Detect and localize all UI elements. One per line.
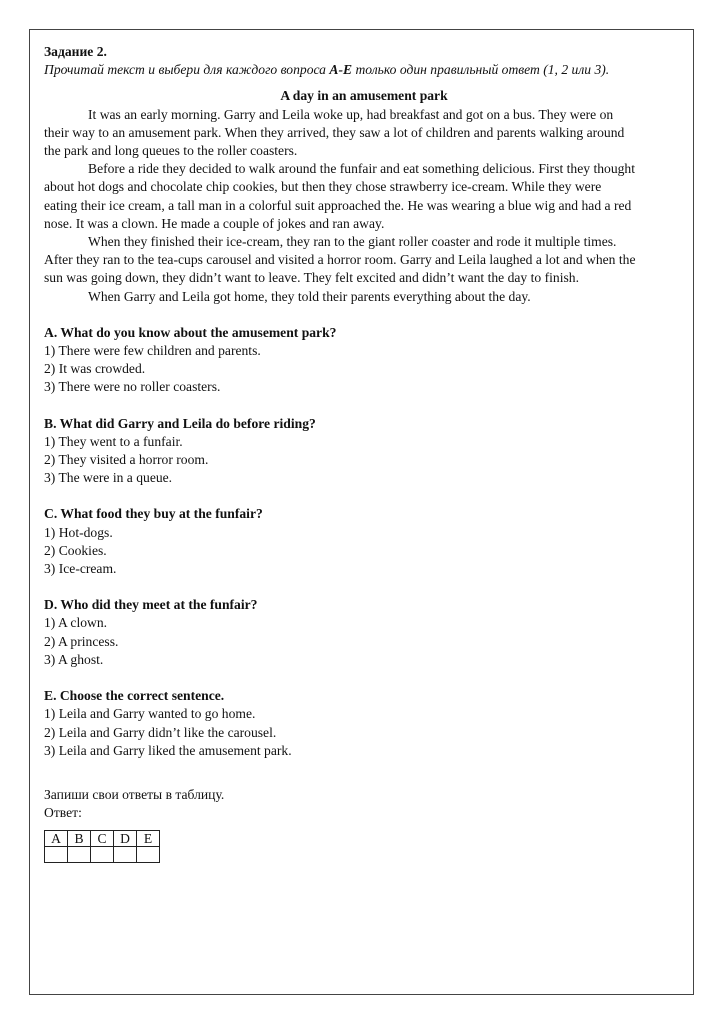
option: 2) Leila and Garry didn’t like the carousel.	[44, 724, 277, 740]
text-line: Before a ride they decided to walk around the funfair and eat something delicious. First they thought	[88, 161, 635, 177]
text-line: eating their ice cream, a tall man in a colorful suit approached the. He was wearing a blue wig and had a red	[44, 197, 632, 213]
text-line: the park and long queues to the roller coasters.	[44, 143, 298, 159]
answer-table-header-row	[45, 831, 160, 847]
option: 1) A clown.	[44, 615, 108, 631]
answer-header-a: A	[45, 831, 68, 847]
text-line: sun was going down, they didn’t want to leave. They felt excited and didn’t want the day to finish.	[44, 270, 579, 286]
question-e: E. Choose the correct sentence.	[44, 688, 225, 704]
answer-header-c: C	[91, 831, 114, 847]
answer-header-d: D	[114, 831, 137, 847]
instruction-pre: Прочитай текст и выбери для каждого вопроса	[44, 62, 330, 78]
option: 3) There were no roller coasters.	[44, 379, 221, 395]
option: 2) They visited a horror room.	[44, 452, 209, 468]
text-line: their way to an amusement park. When they arrived, they saw a lot of children and parents walking around	[44, 124, 625, 140]
text-line: When Garry and Leila got home, they told their parents everything about the day.	[88, 288, 531, 304]
answer-header-b: B	[68, 831, 91, 847]
answer-table	[44, 830, 160, 863]
text-line: When they finished their ice-cream, they ran to the giant roller coaster and rode it multiple times.	[88, 234, 617, 250]
option: 1) There were few children and parents.	[44, 343, 261, 359]
answer-cell-c[interactable]	[91, 847, 114, 863]
option: 3) Ice-cream.	[44, 561, 117, 577]
task-title: Задание 2.	[44, 44, 107, 59]
answer-label: Ответ:	[44, 805, 82, 821]
text-line: about hot dogs and chocolate chip cookies, but then they chose strawberry ice-cream. While they were	[44, 179, 602, 195]
question-c: C. What food they buy at the funfair?	[44, 506, 263, 522]
question-a: A. What do you know about the amusement park?	[44, 324, 337, 340]
text-line: It was an early morning. Garry and Leila woke up, had breakfast and got on a bus. They were on	[88, 106, 614, 122]
instruction-bold: A-E	[329, 62, 353, 78]
worksheet	[44, 43, 684, 863]
option: 3) The were in a queue.	[44, 470, 173, 486]
option: 1) They went to a funfair.	[44, 433, 183, 449]
answer-cell-e[interactable]	[137, 847, 160, 863]
option: 3) Leila and Garry liked the amusement park.	[44, 742, 292, 758]
option: 2) A princess.	[44, 633, 119, 649]
question-b: B. What did Garry and Leila do before riding?	[44, 415, 316, 431]
question-d: D. Who did they meet at the funfair?	[44, 597, 258, 613]
option: 1) Leila and Garry wanted to go home.	[44, 706, 256, 722]
task-instruction	[44, 61, 684, 79]
instruction-post: только один правильный ответ (1, 2 или 3).	[352, 62, 610, 78]
answer-cell-d[interactable]	[114, 847, 137, 863]
option: 3) A ghost.	[44, 651, 104, 667]
option: 1) Hot-dogs.	[44, 524, 113, 540]
answer-cell-a[interactable]	[45, 847, 68, 863]
text-title: A day in an amusement park	[280, 88, 448, 104]
text-line: nose. It was a clown. He made a couple of jokes and ran away.	[44, 215, 385, 231]
answer-header-e: E	[137, 831, 160, 847]
answer-table-input-row	[45, 847, 160, 863]
option: 2) It was crowded.	[44, 361, 146, 377]
option: 2) Cookies.	[44, 542, 107, 558]
answer-instruction: Запиши свои ответы в таблицу.	[44, 786, 225, 802]
answer-cell-b[interactable]	[68, 847, 91, 863]
text-line: After they ran to the tea-cups carousel and visited a horror room. Garry and Leila laughed a lot and when the	[44, 252, 636, 268]
